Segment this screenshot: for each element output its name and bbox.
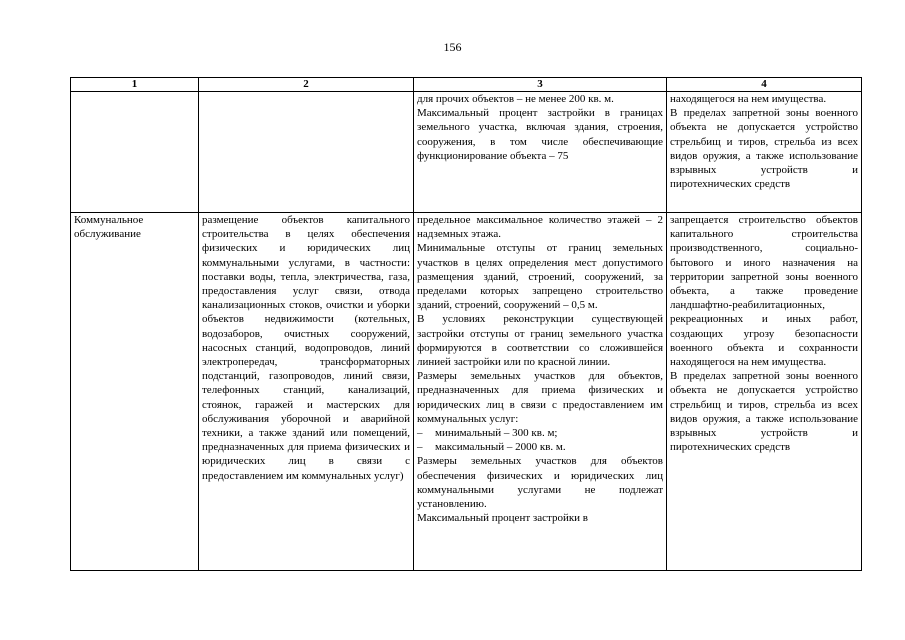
parameters-text: для прочих объектов – не менее 200 кв. м. xyxy=(417,93,614,105)
regulations-table xyxy=(70,77,862,571)
parameters-text: Максимальный процент застройки в xyxy=(417,512,588,525)
parameters-text: Размеры земельных участков для объектов, предназначенных для приема физических и юридических лиц в связи с предоставлением им коммунальных услуг: xyxy=(417,370,663,425)
restrictions-text: находящегося на нем имущества. xyxy=(670,93,827,105)
use-description-cell: размещение объектов капитального строительства в целях обеспечения физических и юридических лиц коммунальными услугами, в частности: поставки воды, тепла, электричества, газа, предоставления услуг связи, отвода канализационных стоков, очистки и уборки объектов недвижимости (котельных, водозаборов, очистных сооружений, насосных станций, водопроводов, линий электропередач, трансформаторных подстанций, газопроводов, линий связи, телефонных станций, канализаций, стоянок, гаражей и мастерских для обслуживания уборочной и аварийной техники, а также зданий или помещений, предназначенных для приема физических и юридических лиц в связи с предоставлением им коммунальных услуг) xyxy=(199,213,414,571)
parameters-text: Минимальные отступы от границ земельных участков в целях определения мест допустимого размещения зданий, строений, сооружений, за пределами которых запрещено строительство зданий, строений, сооружений – 0,5 м. xyxy=(417,242,663,312)
use-type-cell: Коммунальное обслуживание xyxy=(71,213,199,571)
table-row-continuation xyxy=(71,92,862,213)
list-item-text: максимальный – 2000 кв. м. xyxy=(435,441,566,454)
list-dash: – xyxy=(417,441,423,454)
restrictions-text: В пределах запретной зоны военного объекта не допускается устройство стрельбищ и тиров, стрельба из всех видов оружия, а также использование взрывных устройств и пиротехнических средств xyxy=(670,107,858,191)
use-description-cell xyxy=(199,92,414,213)
parameters-text: Максимальный процент застройки в границах земельного участка, включая здания, строения, сооружения, в том числе обеспечивающие функционирование объекта – 75 xyxy=(417,107,663,162)
column-header-3: 3 xyxy=(414,78,667,92)
list-dash: – xyxy=(417,427,423,440)
restrictions-cell xyxy=(667,213,862,571)
table-row-communal-services xyxy=(71,213,862,571)
restrictions-cell xyxy=(667,92,862,213)
parameters-cell xyxy=(414,92,667,213)
list-item xyxy=(417,440,663,454)
column-header-4: 4 xyxy=(667,78,862,92)
parameters-cell xyxy=(414,213,667,571)
page-number: 156 xyxy=(443,40,462,54)
column-header-2: 2 xyxy=(199,78,414,92)
parameters-text: Размеры земельных участков для объектов обеспечения физических и юридических лиц коммунальными услугами не подлежат установлению. xyxy=(417,455,663,511)
column-header-1: 1 xyxy=(71,78,199,92)
list-item-text: минимальный – 300 кв. м; xyxy=(435,427,558,440)
table-header-row xyxy=(71,78,862,92)
restrictions-text: запрещается строительство объектов капитального строительства производственного, социально-бытового и иного назначения на территории запретной зоны военного объекта, а также проведение ландшафтно-реабилитационных, рекреационных и иных работ, создающих угрозу безопасности военного объекта и сохранности находящегося на нем имущества. xyxy=(670,214,858,369)
restrictions-text: В пределах запретной зоны военного объекта не допускается устройство стрельбищ и тиров, стрельба из всех видов оружия, а также использование взрывных устройств и пиротехнических средств xyxy=(670,370,858,454)
parameters-text: предельное максимальное количество этажей – 2 надземных этажа. xyxy=(417,214,663,241)
parameters-text: В условиях реконструкции существующей застройки отступы от границ земельного участка формируются в соответствии со сложившейся линией застройки или по красной линии. xyxy=(417,313,663,369)
list-item xyxy=(417,426,663,440)
use-type-cell xyxy=(71,92,199,213)
